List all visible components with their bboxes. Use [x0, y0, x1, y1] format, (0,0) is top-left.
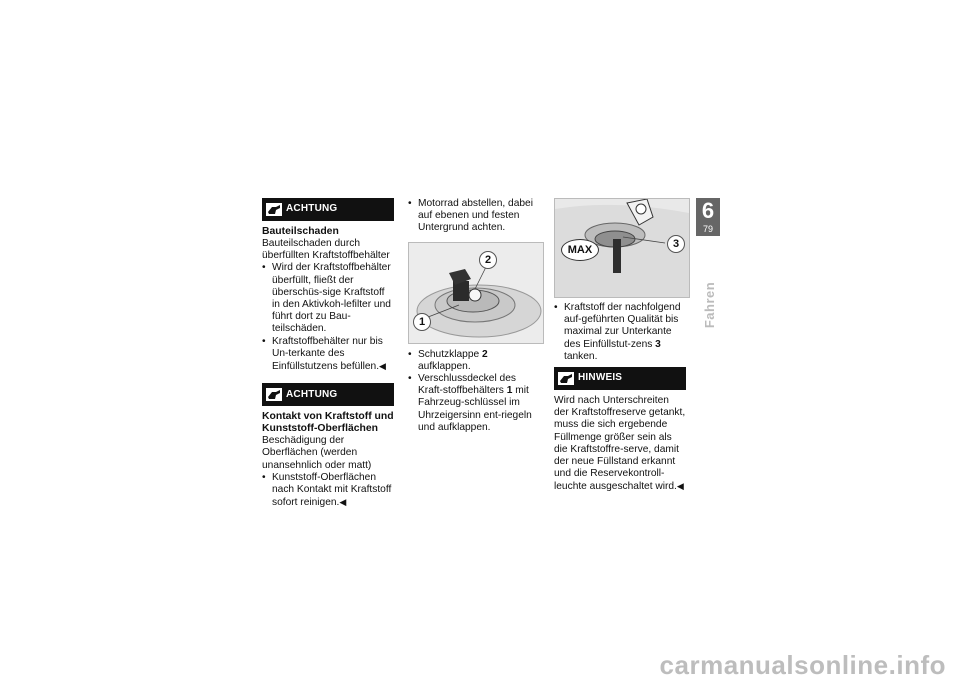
callout-ref: 1 [506, 385, 513, 397]
end-mark-icon: ◀ [676, 481, 684, 492]
warning-text: Beschädigung der Oberflächen (werden unansehnlich oder matt) [262, 435, 372, 471]
bullet-text: Schutzklappe [418, 348, 482, 360]
bullet-text: tanken. [564, 350, 598, 362]
figure-callout-3: 3 [667, 235, 685, 253]
warning-label: ACHTUNG [286, 203, 338, 215]
warning-hand-icon [266, 203, 282, 217]
end-mark-icon: ◀ [379, 361, 386, 372]
note-label: HINWEIS [578, 372, 623, 384]
bullet-item [262, 472, 394, 510]
filler-neck-figure [554, 198, 690, 298]
bullet-text: Kraftstoff der nachfolgend auf-geführten Qualität bis maximal zur Unterkante des Einfüllstut-zens [564, 302, 681, 350]
note-body: Wird nach Unterschreiten der Kraftstoffreserve getankt, muss die sich ergebende Füllmenge größer sein als die Kraftstoffre-serve, damit der neue Füllstand erkannt und die Reservekontroll-leuchte ausgeschaltet wird. [554, 395, 686, 493]
bullet-item [408, 349, 540, 373]
end-mark-icon: ◀ [339, 497, 347, 508]
watermark: carmanualsonline.info [659, 649, 946, 680]
bullet-text: aufklappen. [418, 360, 471, 372]
bullet-item: • Wird der Kraftstoffbehälter überfüllt, fließt der überschüs-sige Kraftstoff in den Aktivkoh-lefilter und führt dort zu Bau-teilschäden. [262, 262, 394, 335]
bullet-text: Kunststoff-Oberflächen nach Kontakt mit Kraftstoff sofort reinigen. [272, 471, 392, 509]
step-list [408, 349, 540, 434]
warning-banner-1 [262, 198, 394, 221]
callout-ref: 3 [655, 338, 661, 350]
fuel-cap-figure [408, 242, 544, 344]
chapter-number: 6 [701, 198, 715, 223]
chapter-tab [696, 198, 720, 236]
column-middle [408, 198, 540, 434]
bullet-item [262, 336, 394, 374]
warning-title: Bauteilschaden [262, 226, 339, 237]
bullet-item: • Motorrad abstellen, dabei auf ebenen und festen Untergrund achten. [408, 198, 540, 235]
warning-label: ACHTUNG [286, 388, 338, 400]
page-number: 79 [702, 224, 713, 234]
column-right [554, 198, 686, 494]
note-banner [554, 367, 686, 390]
bullet-item [554, 302, 686, 363]
warning-banner-2 [262, 383, 394, 406]
note-text [554, 395, 686, 494]
warning-hand-icon [266, 388, 282, 402]
figure-callout-1: 1 [413, 313, 431, 331]
bullet-item [408, 373, 540, 434]
fuel-cap-illustration [409, 243, 543, 343]
bullet-text: Kraftstoffbehälter nur bis Un-terkante des Einfüllstutzens befüllen. [272, 335, 383, 373]
bullet-text: mit Fahrzeug-schlüssel im Uhrzeigersinn ent-riegeln und aufklappen. [418, 385, 532, 433]
step-list [554, 302, 686, 363]
figure-callout-2: 2 [479, 251, 497, 269]
note-hand-icon [558, 372, 574, 386]
warning-bullets [262, 472, 394, 510]
warning-text: Bauteilschaden durch überfüllten Kraftstoffbehälter [262, 238, 390, 262]
warning-bullets [262, 262, 394, 373]
max-marker-label: MAX [561, 239, 599, 261]
bullet-text: Verschlussdeckel des Kraft-stoffbehälters [418, 373, 516, 397]
step-list [408, 198, 540, 235]
column-left [262, 198, 394, 509]
chapter-title: Fahren [701, 281, 717, 329]
callout-ref: 2 [482, 348, 488, 360]
warning-title: Kontakt von Kraftstoff und Kunststoff-Oberflächen [262, 411, 394, 435]
